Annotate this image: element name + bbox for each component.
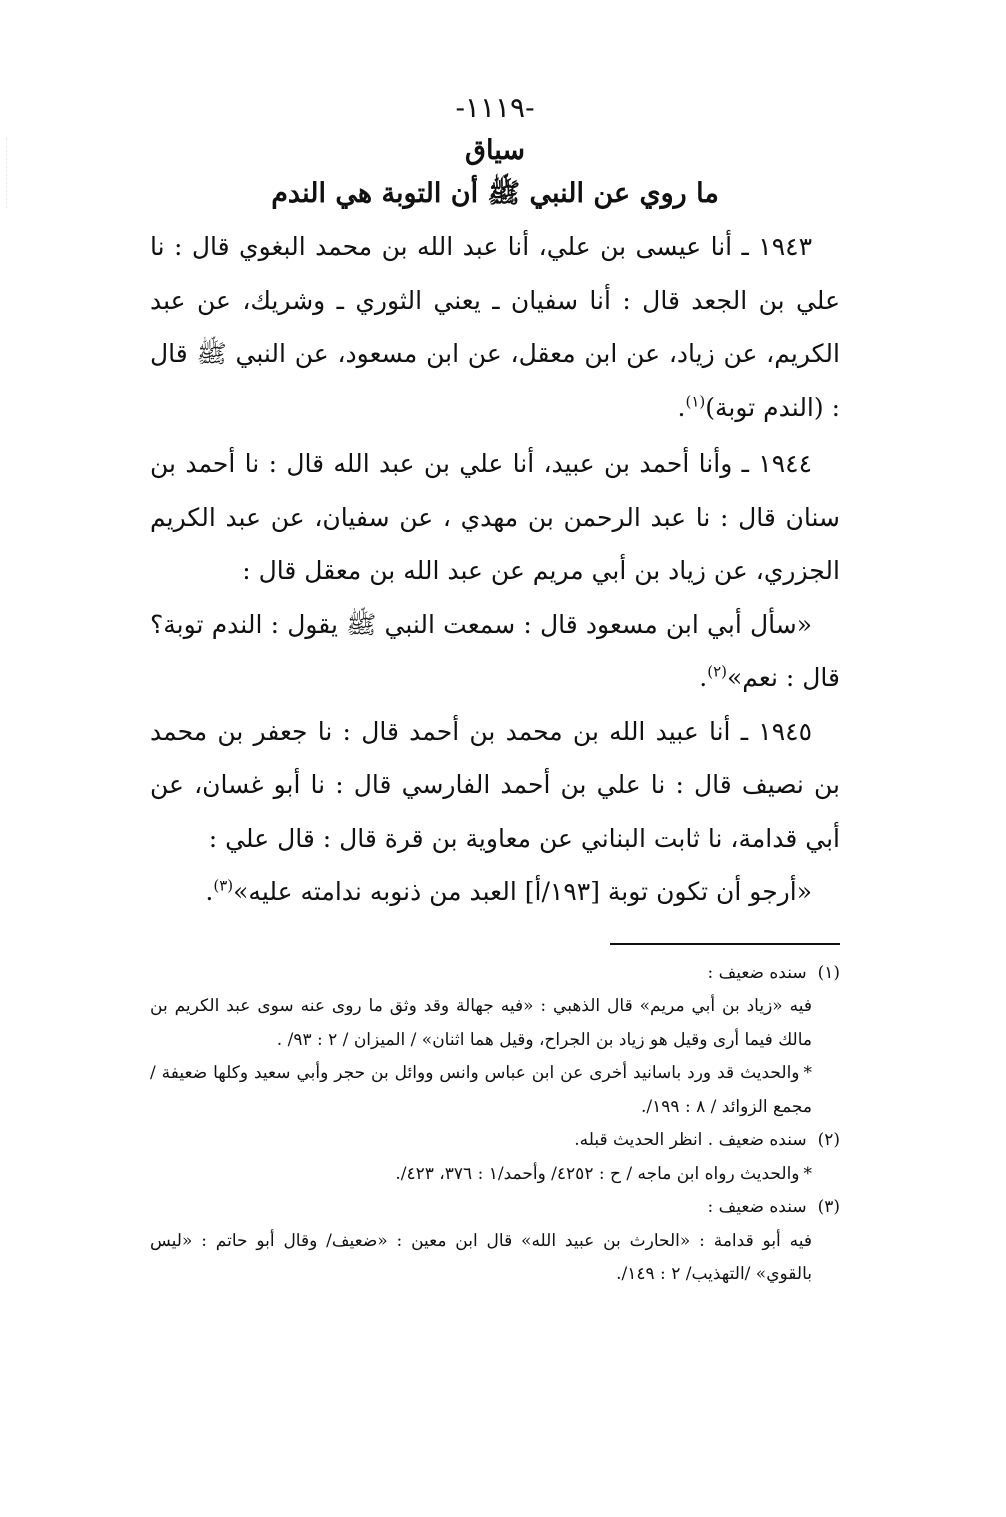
full-stop: .	[699, 663, 708, 692]
hadith-text: ١٩٤٤ ـ وأنا أحمد بن عبيد، أنا علي بن عبد الله قال : نا أحمد بن سنان قال : نا عبد الرحمن بن مهدي ، عن سفيان، عن عبد الكريم الجزري، عن زياد بن أبي مريم عن عبد الله بن معقل قال :	[150, 449, 840, 585]
footnote-text: والحديث رواه ابن ماجه / ح : ٤٢٥٢/ وأحمد/١ : ٣٧٦، ٤٢٣/.	[395, 1163, 800, 1184]
footnote-number: (٢)	[817, 1130, 840, 1150]
hadith-quote-text: «سأل أبي ابن مسعود قال : سمعت النبي ﷺ يقول : الندم توبة؟ قال : نعم»	[150, 609, 840, 692]
hadith-1944-quote	[150, 598, 840, 705]
hadith-text: ١٩٤٣ ـ أنا عيسى بن علي، أنا عبد الله بن محمد البغوي قال : نا علي بن الجعد قال : أنا سفيان ـ يعني الثوري ـ وشريك، عن عبد الكريم، عن زياد، عن ابن معقل، عن ابن مسعود، عن النبي ﷺ قال : (الندم توبة)	[150, 232, 840, 422]
chapter-title: ما روي عن النبي ﷺ أن التوبة هي الندم	[271, 178, 719, 209]
footnote-heading: سنده ضعيف :	[707, 962, 807, 983]
footnote-number: (١)	[817, 962, 840, 983]
footnote-1-body-1	[150, 990, 840, 1057]
footnote-number: (٣)	[817, 1197, 840, 1217]
hadith-quote-text: «أرجو أن تكون توبة [١٩٣/أ] العبد من ذنوبه ندامته عليه»	[233, 877, 812, 906]
page-number: -١١١٩-	[455, 91, 535, 124]
hadith-1944	[150, 437, 840, 598]
section-heading: سياق	[465, 135, 525, 166]
full-stop: .	[677, 392, 686, 422]
hadith-1943	[150, 220, 840, 434]
hadith-1945-quote	[150, 865, 840, 919]
footnote-1-head	[150, 957, 840, 991]
book-page	[150, 88, 840, 1292]
footnote-text: فيه أبو قدامة : «الحارث بن عبيد الله» قال ابن معين : «ضعيف/ وقال أبو حاتم : «ليس بالقوي» /التهذيب/ ٢ : ١٤٩/.	[150, 1230, 812, 1284]
footnote-3-head	[150, 1191, 840, 1225]
footnote-heading: سنده ضعيف . انظر الحديث قبله.	[574, 1130, 807, 1150]
footnote-3-body-1	[150, 1225, 840, 1292]
footnote-ref: (٢)	[707, 662, 727, 681]
footnote-text: فيه «زياد بن أبي مريم» قال الذهبي : «فيه جهالة وقد وثق ما روى عنه سوى عبد الكريم بن مالك فيما أرى وقيل هو زياد بن الجراح، وقيل هما اثنان» / الميزان / ٢ : ٩٣/ .	[150, 996, 812, 1050]
footnote-ref: (٣)	[213, 876, 234, 895]
bullet-mark: *	[803, 1063, 812, 1083]
footnote-heading: سنده ضعيف :	[707, 1197, 807, 1217]
footnote-2-head	[150, 1124, 840, 1158]
footnote-divider	[610, 943, 840, 945]
footnotes	[150, 957, 840, 1292]
full-stop: .	[205, 877, 214, 906]
footnote-text: والحديث قد ورد باسانيد أخرى عن ابن عباس وانس ووائل بن حجر وأبي سعيد وكلها ضعيفة / مجمع الزوائد / ٨ : ١٩٩/.	[150, 1063, 812, 1117]
bullet-mark: *	[803, 1163, 812, 1184]
hadith-1945	[150, 705, 840, 866]
hadith-text: ١٩٤٥ ـ أنا عبيد الله بن محمد بن أحمد قال : نا جعفر بن محمد بن نصيف قال : نا علي بن أحمد الفارسي قال : نا أبو غسان، عن أبي قدامة، نا ثابت البناني عن معاوية بن قرة قال : قال علي :	[150, 716, 840, 853]
scan-edge-mark	[6, 138, 31, 208]
footnote-ref: (١)	[685, 392, 706, 411]
footnote-2-body-1	[150, 1158, 840, 1192]
footnote-1-body-2	[150, 1057, 840, 1124]
